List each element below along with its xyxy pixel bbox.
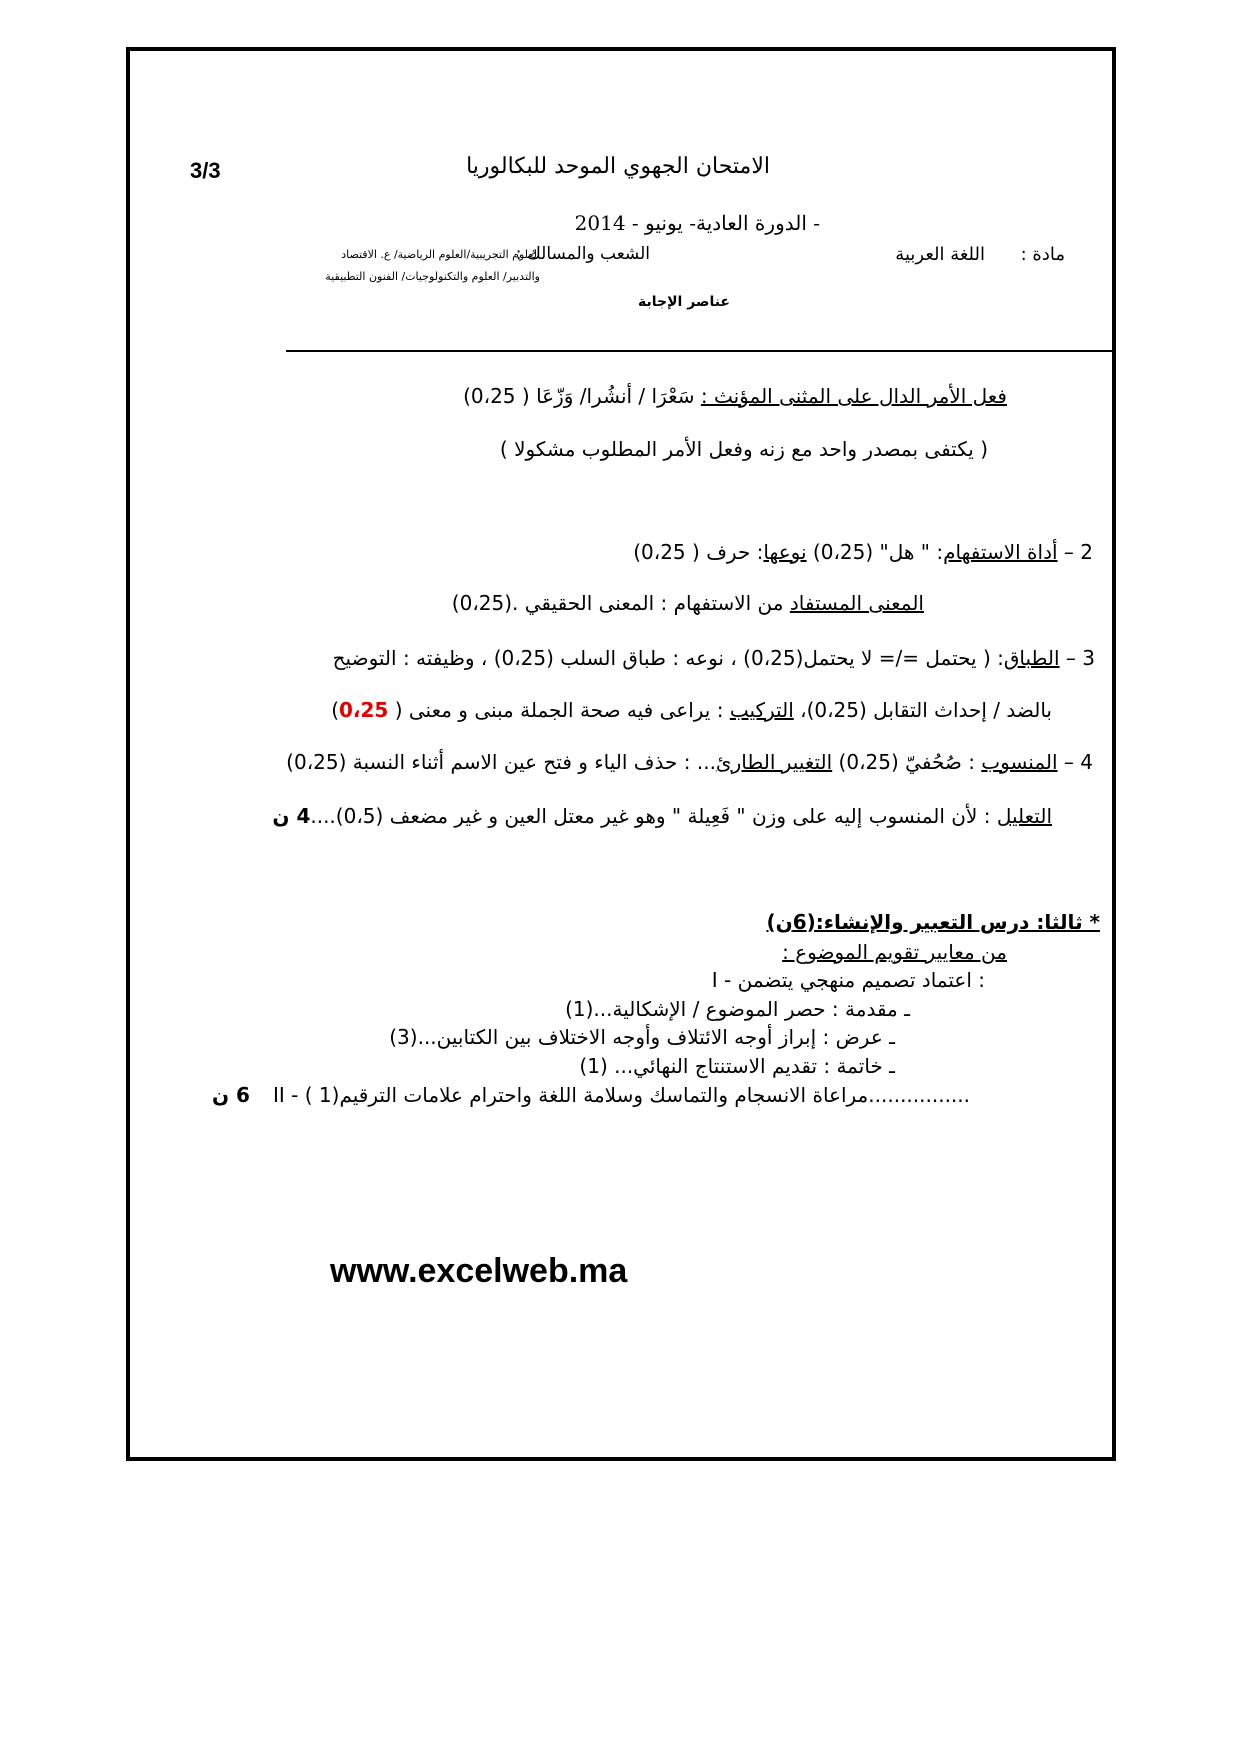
answer-4-value: من الاستفهام : المعنى الحقيقي .(0،25): [451, 591, 790, 615]
answer-6-part-c: : يراعى فيه صحة الجملة مبنى و معنى (: [388, 698, 730, 722]
answer-3-term: أداة الاستفهام: [943, 540, 1058, 564]
answer-3-type-label: نوعها: [763, 540, 807, 564]
answer-8-value: : لأن المنسوب إليه على وزن " فَعِيلة " وهو غير معتل العين و غير مضعف (0،5)....: [310, 804, 997, 828]
answer-6-score-highlight: 0،25: [339, 698, 389, 722]
section-3-item-ii: II - مراعاة الانسجام والتماسك وسلامة اللغة واحترام علامات الترقيم(1 )................: [273, 1083, 970, 1107]
answer-7-number: 4 –: [1057, 750, 1093, 774]
page-number: 3/3: [190, 158, 221, 183]
subject-value: اللغة العربية: [895, 244, 985, 265]
answer-7-value: : صُحُفيّ (0،25): [832, 750, 982, 774]
answer-6-close: ): [331, 698, 339, 722]
exam-title: الامتحان الجهوي الموحد للبكالوريا: [466, 154, 770, 179]
answer-1-term: فعل الأمر الدال على المثنى المؤنث :: [700, 384, 1007, 408]
answer-7-term: المنسوب: [981, 750, 1058, 774]
answer-5-number: 3 –: [1059, 646, 1095, 670]
answer-1-value: سَعْرَا / أنشُرا/ وَزّعَا ( 0،25): [463, 384, 701, 408]
subject-label: مادة :: [1020, 244, 1065, 265]
answer-7-change-value: ... : حذف الياء و فتح عين الاسم أثناء النسبة (0،25): [286, 750, 716, 774]
answer-line-7: [286, 750, 1093, 774]
streams-label: الشعب والمسالك :: [515, 244, 650, 264]
answer-6-part-a: بالضد / إحداث التقابل (0،25)،: [793, 698, 1052, 722]
streams-line-2: والتدبير/ العلوم والتكنولوجيات/ الفنون التطبيقية: [325, 270, 540, 283]
section-3-body: ـ عرض : إبراز أوجه الائتلاف وأوجه الاختلاف بين الكتابين...(3): [389, 1025, 895, 1049]
exam-session: - الدورة العادية- يونيو - 2014: [574, 211, 820, 235]
answer-line-4: [452, 591, 924, 615]
answer-6-term: التركيب: [729, 698, 794, 722]
answer-line-8: [272, 804, 1052, 828]
section-3-intro: ـ مقدمة : حصر الموضوع / الإشكالية...(1): [565, 997, 910, 1021]
answer-line-5: [333, 646, 1095, 670]
answer-5-value: : ( يحتمل =/= لا يحتمل(0،25) ، نوعه : طباق السلب (0،25) ، وظيفته : التوضيح: [332, 646, 1004, 670]
answer-line-6: [331, 698, 1052, 722]
answer-3-number: 2 –: [1057, 540, 1093, 564]
streams-line-1: العلوم التجريبية/العلوم الرياضية/ ع. الاقتصاد: [341, 248, 540, 261]
answer-8-term: التعليل: [996, 804, 1052, 828]
section-3-total: 6 ن: [212, 1083, 250, 1107]
answer-3-type-value: : حرف ( 0،25): [633, 540, 764, 564]
section-3-conclusion: ـ خاتمة : تقديم الاستنتاج النهائي... (1): [579, 1054, 895, 1078]
answer-line-3: [633, 540, 1093, 564]
answer-8-total: 4 ن: [272, 804, 311, 828]
answers-heading: عناصر الإجابة: [638, 294, 730, 310]
answer-line-1: [463, 384, 1007, 408]
answer-line-2: ( يكتفى بمصدر واحد مع زنه وفعل الأمر المطلوب مشكولا ): [499, 437, 988, 461]
answer-7-change-label: التغيير الطارئ: [715, 750, 833, 774]
header-divider: [286, 350, 1114, 352]
section-3-item-i: I - اعتماد تصميم منهجي يتضمن :: [711, 968, 985, 992]
answer-4-term: المعنى المستفاد: [789, 591, 924, 615]
section-3-title: * ثالثا: درس التعبير والإنشاء:(6ن): [766, 910, 1100, 934]
answer-3-value: : " هل" (0،25): [806, 540, 944, 564]
section-3-criteria: من معايير تقويم الموضوع :: [782, 940, 1007, 964]
answer-5-term: الطباق: [1003, 646, 1060, 670]
website-link[interactable]: www.excelweb.ma: [330, 1252, 628, 1290]
